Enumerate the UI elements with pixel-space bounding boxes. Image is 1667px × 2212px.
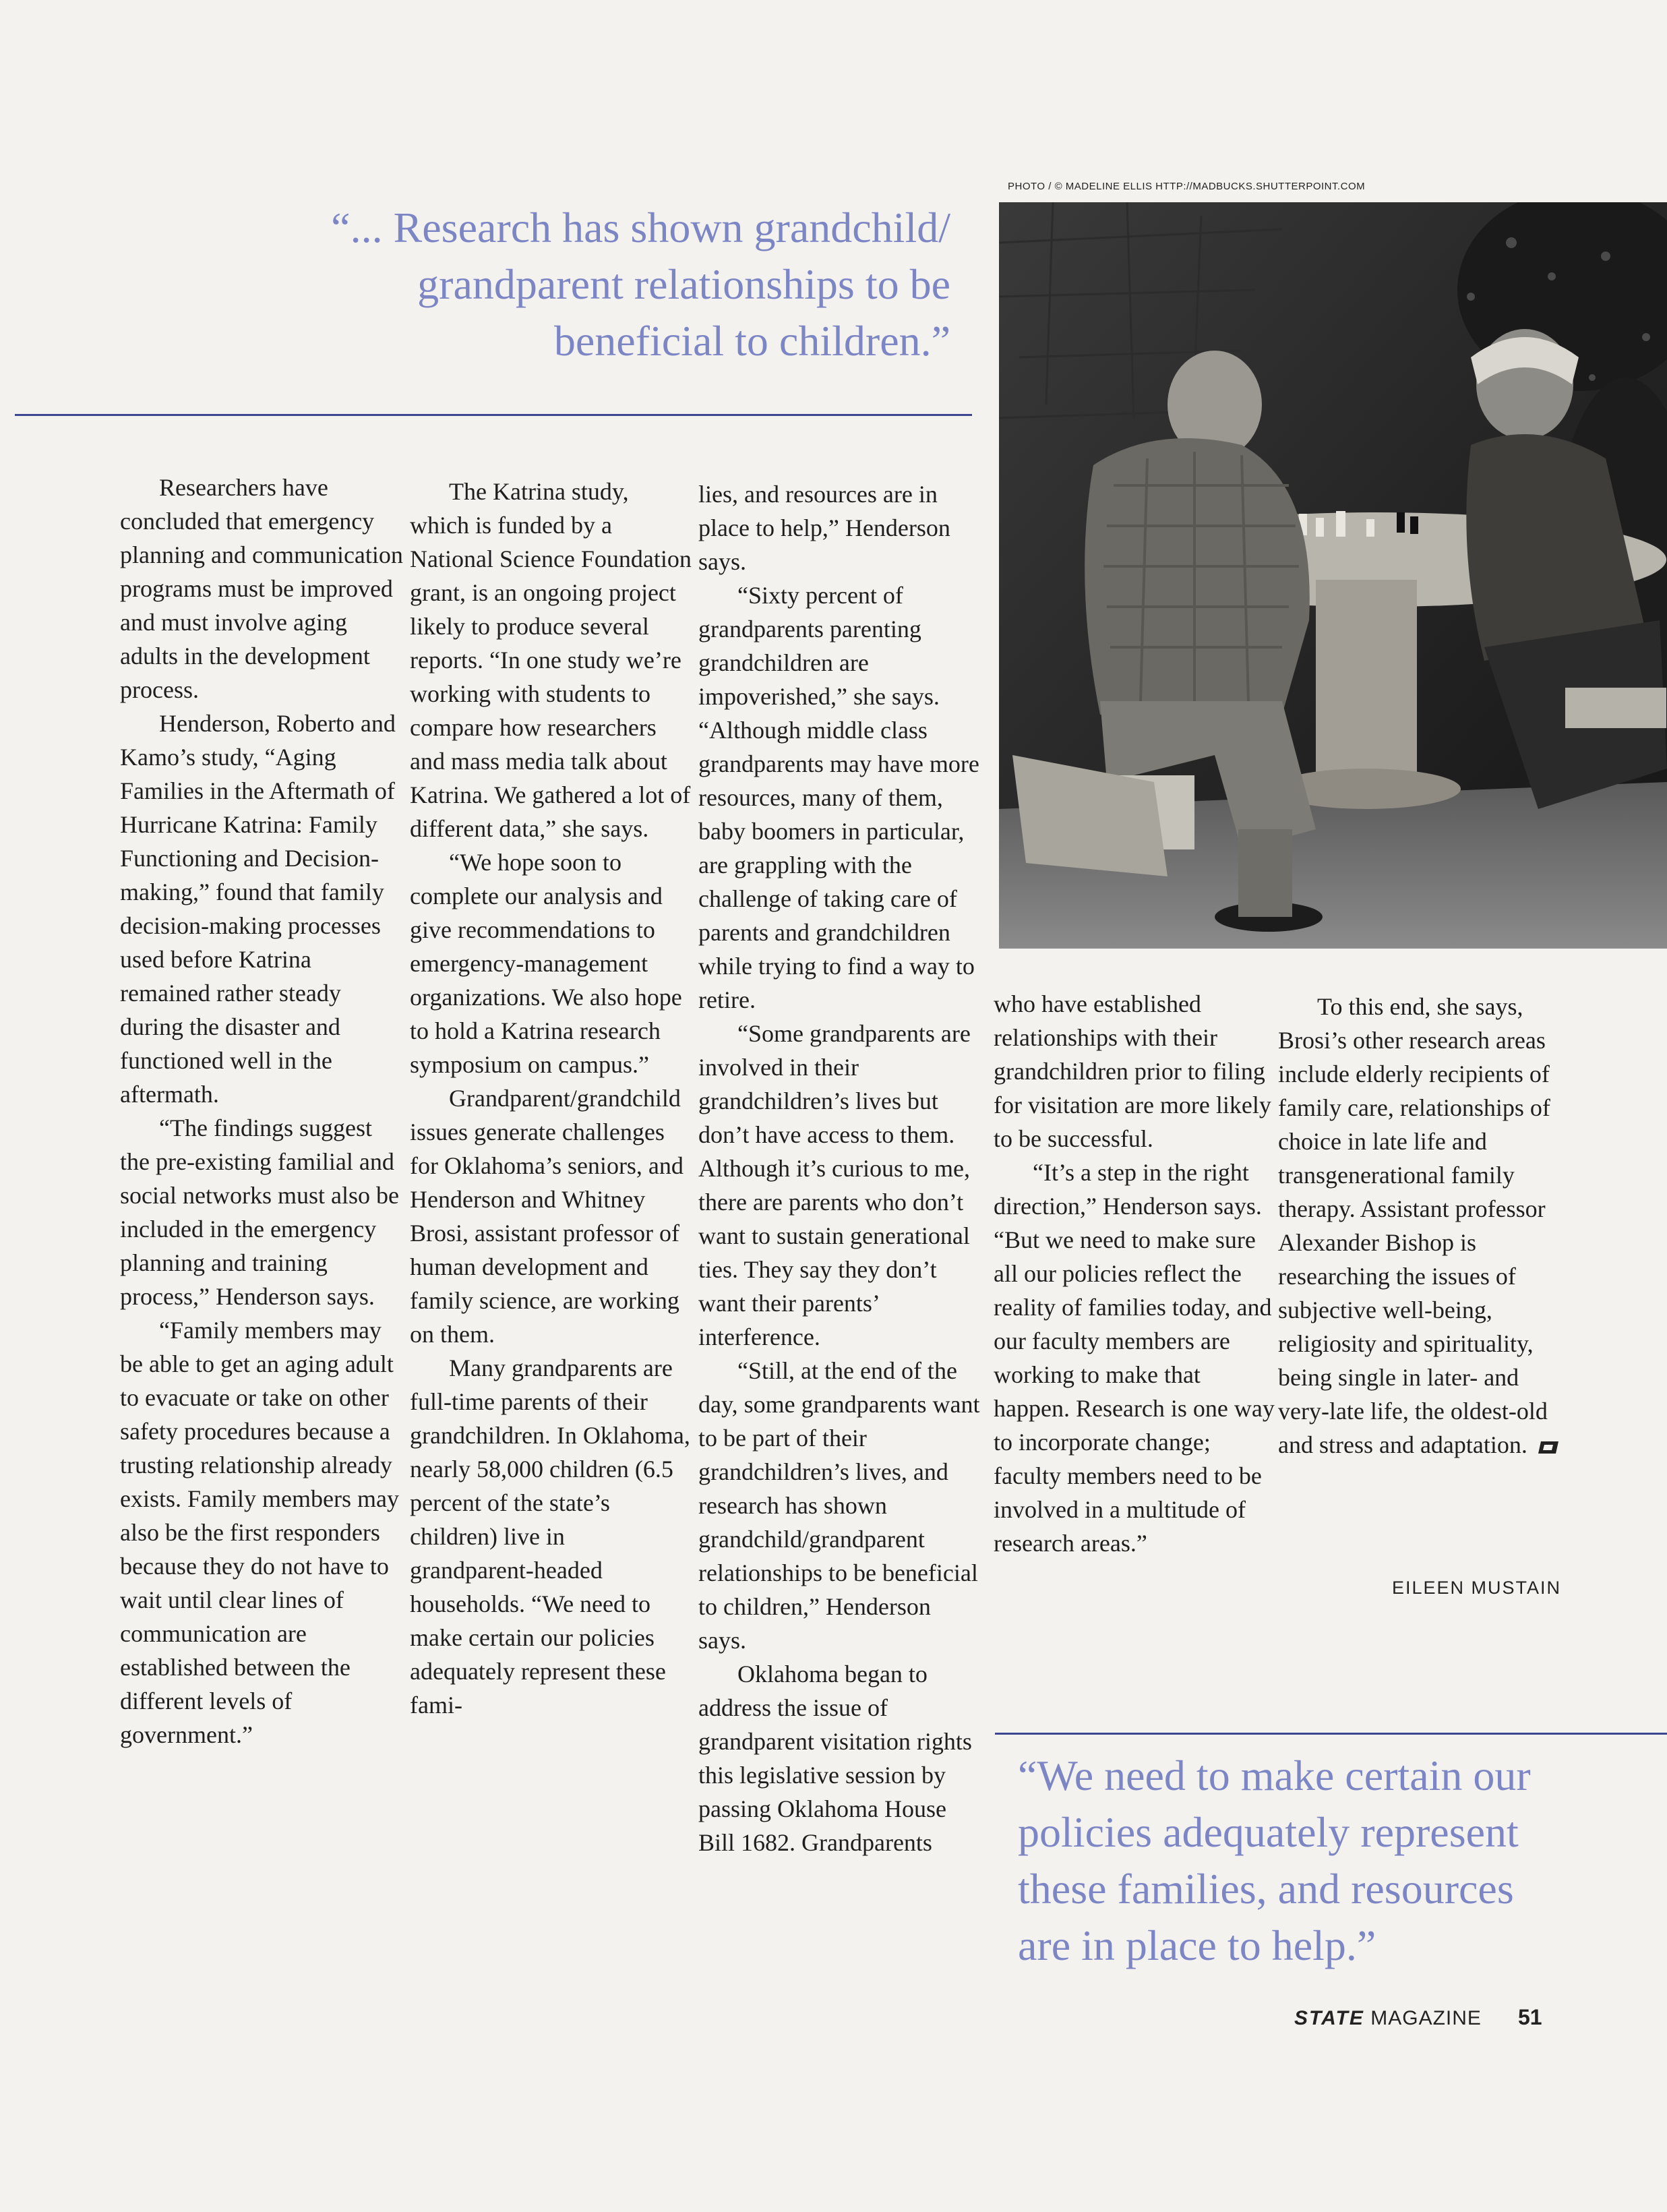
divider-rule-bottom <box>995 1733 1667 1735</box>
magazine-brand <box>1294 2007 1482 2030</box>
article-column-1 <box>120 471 403 1752</box>
article-paragraph: “It’s a step in the right direction,” Henderson says. “But we need to make sure all our policies reflect the reality of families today, and our faculty members are working to make that happen. Research is one way to incorporate change; faculty members need to be involved in a multitude of research areas.” <box>994 1159 1275 1557</box>
article-paragraph: “Some grandparents are involved in their grandchildren’s lives but don’t have access to them. Although it’s curious to me, there are parents who don’t want to sustain generational ties. They say they don’t want their parents’ interference. <box>698 1020 971 1350</box>
article-paragraph: “Still, at the end of the day, some grandparents want to be part of their grandchildren’s lives, and research has shown grandchild/grandparent relationships to be beneficial to children,” Henderson says. <box>698 1357 980 1654</box>
article-column-4 <box>994 987 1277 1560</box>
photo-credit: PHOTO / © MADELINE ELLIS HTTP://MADBUCKS.SHUTTERPOINT.COM <box>1008 181 1366 192</box>
article-paragraph: lies, and resources are in place to help,” Henderson says. <box>698 481 950 575</box>
pull-quote-line: these families, and resources <box>1018 1865 1514 1913</box>
article-paragraph: “Sixty percent of grandparents parenting grandchildren are impoverished,” she says. “Although middle class grandparents may have more resources, many of them, baby boomers in particular, are grappling with the challenge of taking care of parents and grandchildren while trying to find a way to retire. <box>698 582 979 1013</box>
article-paragraph-final <box>1278 990 1561 1462</box>
pull-quote-line: grandparent relationships to be <box>417 260 950 308</box>
divider-rule-top <box>15 414 972 416</box>
article-column-2 <box>410 475 693 1722</box>
pull-quote-line: “... Research has shown grandchild/ <box>331 204 950 251</box>
article-paragraph: Henderson, Roberto and Kamo’s study, “Aging Families in the Aftermath of Hurricane Katrina: Family Functioning and Decision-making,” found that family decision-making processes used before Katrina remained rather steady during the disaster and functioned well in the aftermath. <box>120 710 396 1108</box>
article-paragraph: “We hope soon to complete our analysis and give recommendations to emergency-management organizations. We also hope to hold a Katrina research symposium on campus.” <box>410 849 682 1078</box>
pull-quote-bottom <box>1018 1747 1658 1974</box>
article-column-5 <box>1278 990 1561 1462</box>
brand-state: STATE <box>1294 2007 1364 2029</box>
chess-players-photo <box>999 202 1667 949</box>
pull-quote-line: “We need to make certain our <box>1018 1752 1531 1799</box>
page-number: 51 <box>1518 2005 1542 2029</box>
pull-quote-line: are in place to help.” <box>1018 1921 1376 1969</box>
article-paragraph: Grandparent/grandchild issues generate challenges for Oklahoma’s seniors, and Henderson and Whitney Brosi, assistant professor of human development and family science, are working on them. <box>410 1085 684 1348</box>
article-paragraph-text: To this end, she says, Brosi’s other research areas include elderly recipients of family care, relationships of choice in late life and transgenerational family therapy. Assistant professor Alexander Bishop is researching the issues of subjective well-being, religiosity and spirituality, being single in later- and very-late life, the oldest-old and stress and adaptation. <box>1278 993 1550 1458</box>
end-mark-icon <box>1537 1440 1560 1455</box>
article-column-3 <box>698 477 981 1859</box>
article-paragraph: Researchers have concluded that emergency planning and communication programs must be improved and must involve aging adults in the development process. <box>120 474 403 703</box>
article-paragraph: The Katrina study, which is funded by a National Science Foundation grant, is an ongoing project likely to produce several reports. “In one study we’re working with students to compare how researchers and mass media talk about Katrina. We gathered a lot of different data,” she says. <box>410 478 692 842</box>
pull-quote-line: beneficial to children.” <box>553 317 950 365</box>
pull-quote-line: policies adequately represent <box>1018 1808 1519 1856</box>
brand-magazine: MAGAZINE <box>1370 2007 1482 2029</box>
article-paragraph: who have established relationships with their grandchildren prior to filing for visitation are more likely to be successful. <box>994 990 1271 1152</box>
article-paragraph: Many grandparents are full-time parents of their grandchildren. In Oklahoma, nearly 58,000 children (6.5 percent of the state’s children) live in grandparent-headed households. “We need to make certain our policies adequately represent these fami- <box>410 1354 690 1718</box>
pull-quote-top <box>202 200 950 369</box>
article-paragraph: “The findings suggest the pre-existing familial and social networks must also be included in the emergency planning and training process,” Henderson says. <box>120 1114 399 1310</box>
article-paragraph: Oklahoma began to address the issue of grandparent visitation rights this legislative session by passing Oklahoma House Bill 1682. Grandparents <box>698 1661 972 1856</box>
author-byline: EILEEN MUSTAIN <box>1391 1578 1561 1598</box>
article-paragraph: “Family members may be able to get an aging adult to evacuate or take on other safety procedures because a trusting relationship already exists. Family members may also be the first responders because they do not have to wait until clear lines of communication are established between the different levels of government.” <box>120 1317 399 1748</box>
